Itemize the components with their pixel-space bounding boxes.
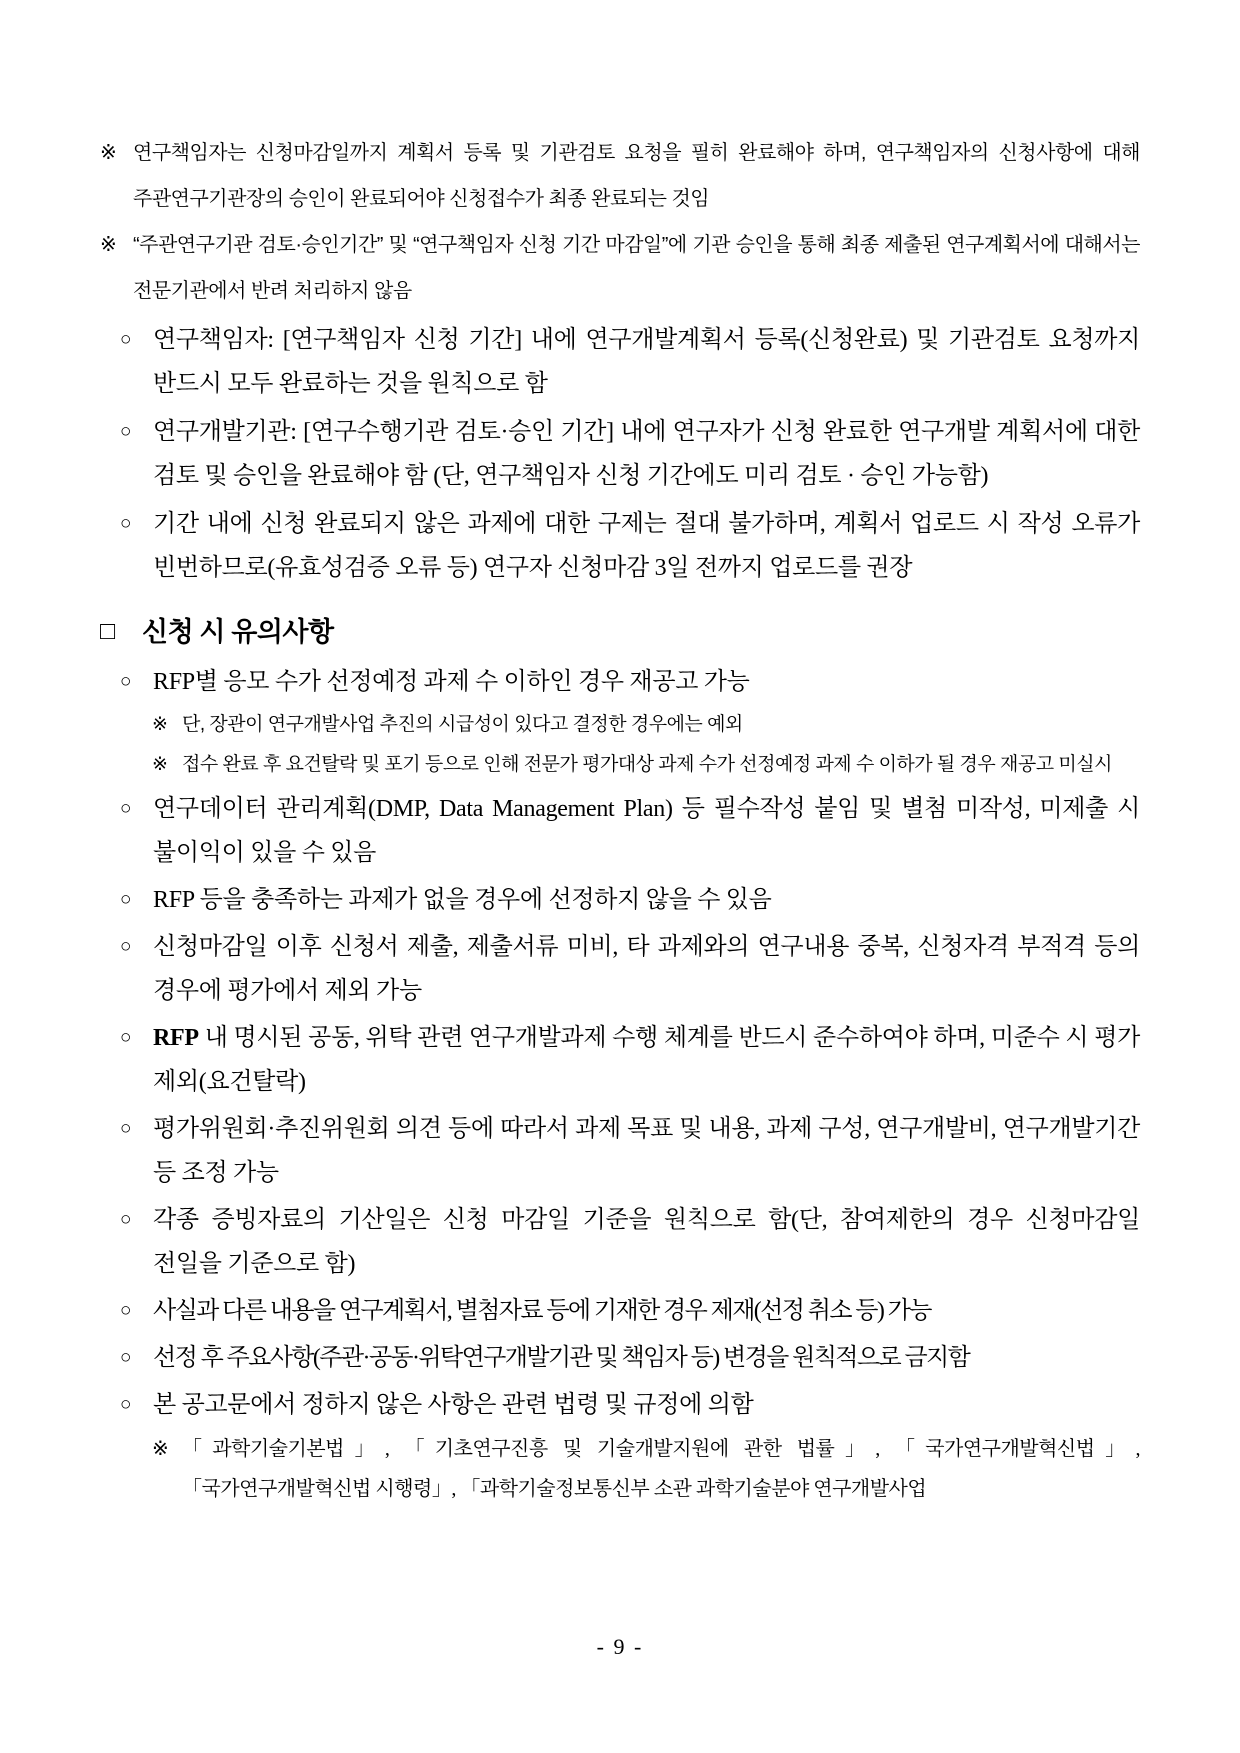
reference-mark-icon: ※ — [100, 234, 117, 256]
circle-bullet-icon: ○ — [120, 513, 132, 534]
list-item — [100, 1198, 1140, 1286]
circle-bullet-icon: ○ — [120, 889, 132, 910]
reference-mark-icon: ※ — [152, 1438, 169, 1460]
circle-bullet-icon: ○ — [120, 421, 132, 442]
list-item — [100, 925, 1140, 1013]
list-item — [100, 660, 1140, 704]
reference-mark-icon: ※ — [152, 714, 168, 735]
item-text: RFP별 응모 수가 선정예정 과제 수 이하인 경우 재공고 가능 — [153, 669, 750, 695]
item-text: 신청마감일 이후 신청서 제출, 제출서류 미비, 타 과제와의 연구내용 중복, 신청자격 부적격 등의 경우에 평가에서 제외 가능 — [153, 934, 1140, 1004]
list-item — [100, 1107, 1140, 1195]
circle-bullet-icon: ○ — [120, 1209, 132, 1230]
section-title: 신청 시 유의사항 — [142, 617, 334, 647]
bullet-text: 연구책임자: [연구책임자 신청 기간] 내에 연구개발계획서 등록(신청완료) 및 기관검토 요청까지 반드시 모두 완료하는 것을 원칙으로 함 — [153, 327, 1140, 397]
bullet-item — [100, 502, 1140, 590]
item-bold-text: RFP — [153, 1025, 199, 1051]
circle-bullet-icon: ○ — [120, 1347, 132, 1368]
sub-note — [100, 746, 1140, 784]
note-text: 연구책임자는 신청마감일까지 계획서 등록 및 기관검토 요청을 필히 완료해야 하며, 연구책임자의 신청사항에 대해 주관연구기관장의 승인이 완료되어야 신청접수가 최종 완료되는 것임 — [133, 142, 1140, 210]
list-item — [100, 1016, 1140, 1104]
sub-note-text: 단, 장관이 연구개발사업 추진의 시급성이 있다고 결정한 경우에는 예외 — [182, 714, 743, 735]
reference-mark-icon: ※ — [100, 142, 117, 164]
list-item — [100, 1383, 1140, 1427]
page-number: - 9 - — [596, 1634, 644, 1659]
square-bullet-icon: □ — [100, 618, 115, 645]
item-text: 평가위원회·추진위원회 의견 등에 따라서 과제 목표 및 내용, 과제 구성, 연구개발비, 연구개발기간 등 조정 가능 — [153, 1116, 1140, 1186]
item-text — [153, 1016, 1140, 1104]
sub-note-text: 접수 완료 후 요건탈락 및 포기 등으로 인해 전문가 평가대상 과제 수가 선정예정 과제 수 이하가 될 경우 재공고 미실시 — [182, 754, 1112, 775]
item-text: 각종 증빙자료의 기산일은 신청 마감일 기준을 원칙으로 함(단, 참여제한의 경우 신청마감일 전일을 기준으로 함) — [153, 1207, 1140, 1277]
item-text: 연구데이터 관리계획(DMP, Data Management Plan) 등 필수작성 붙임 및 별첨 미작성, 미제출 시 불이익이 있을 수 있음 — [153, 796, 1140, 866]
list-item — [100, 1336, 1140, 1380]
item-text: 사실과 다른 내용을 연구계획서, 별첨자료 등에 기재한 경우 제재(선정 취소 등) 가능 — [153, 1298, 931, 1324]
reference-mark-icon: ※ — [152, 754, 168, 775]
item-text: 선정 후 주요사항(주관·공동·위탁연구개발기관 및 책임자 등) 변경을 원칙적으로 금지함 — [153, 1345, 970, 1371]
note-text: “주관연구기관 검토·승인기간” 및 “연구책임자 신청 기간 마감일”에 기관 승인을 통해 최종 제출된 연구계획서에 대해서는 전문기관에서 반려 처리하지 않음 — [133, 234, 1140, 302]
circle-bullet-icon: ○ — [120, 329, 132, 350]
circle-bullet-icon: ○ — [120, 936, 132, 957]
item-rest-text: 내 명시된 공동, 위탁 관련 연구개발과제 수행 체계를 반드시 준수하여야 하며, 미준수 시 평가 제외(요건탈락) — [153, 1025, 1140, 1095]
circle-bullet-icon: ○ — [120, 798, 132, 819]
bullet-item — [100, 318, 1140, 406]
list-item — [100, 787, 1140, 875]
bullet-text: 연구개발기관: [연구수행기관 검토·승인 기간] 내에 연구자가 신청 완료한 연구개발 계획서에 대한 검토 및 승인을 완료해야 함 (단, 연구책임자 신청 기간에도 미리 검토 · 승인 가능함) — [153, 419, 1140, 489]
sub-note-text: 「과학기술기본법」, 「기초연구진흥 및 기술개발지원에 관한 법률」, 「국가연구개발혁신법」, 「국가연구개발혁신법 시행령」, 「과학기술정보통신부 소관 과학기술분야 연구개발사업 — [182, 1438, 1140, 1500]
list-item — [100, 878, 1140, 922]
circle-bullet-icon: ○ — [120, 1300, 132, 1321]
item-text: RFP 등을 충족하는 과제가 없을 경우에 선정하지 않을 수 있음 — [153, 887, 772, 913]
circle-bullet-icon: ○ — [120, 1027, 132, 1048]
list-item — [100, 1289, 1140, 1333]
circle-bullet-icon: ○ — [120, 671, 132, 692]
sub-note — [100, 1429, 1140, 1509]
item-text: 본 공고문에서 정하지 않은 사항은 관련 법령 및 규정에 의함 — [153, 1392, 754, 1418]
bullet-item — [100, 410, 1140, 498]
bullet-text: 기간 내에 신청 완료되지 않은 과제에 대한 구제는 절대 불가하며, 계획서 업로드 시 작성 오류가 빈번하므로(유효성검증 오류 등) 연구자 신청마감 3일 전까지 업로드를 권장 — [153, 511, 1140, 581]
sub-note — [100, 706, 1140, 744]
section-header — [100, 612, 1140, 652]
note — [100, 222, 1140, 314]
note — [100, 130, 1140, 222]
circle-bullet-icon: ○ — [120, 1394, 132, 1415]
circle-bullet-icon: ○ — [120, 1118, 132, 1139]
